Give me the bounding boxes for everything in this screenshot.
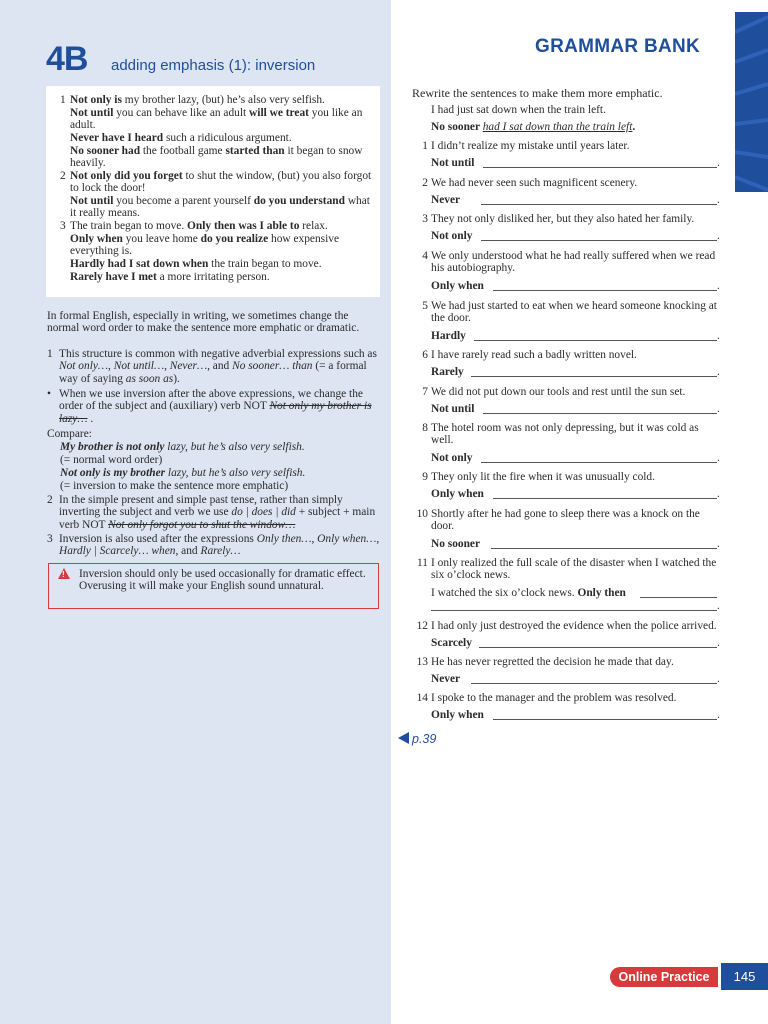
- example-text: Not only did you forget to shut the window, (but) you also forgot to lock the door!: [70, 170, 372, 195]
- answer-input[interactable]: [479, 647, 717, 648]
- example-sentence: I had just sat down when the train left.: [431, 104, 606, 116]
- example-text: Never have I heard such a ridiculous argument.: [70, 132, 292, 144]
- example-answer: had I sat down than the train left: [482, 121, 633, 133]
- answer-input[interactable]: [481, 462, 717, 463]
- page-number: 145: [721, 963, 768, 990]
- back-arrow-icon: [398, 732, 409, 744]
- compare-1-note: (= normal word order): [60, 454, 163, 466]
- note-number: 1: [47, 348, 53, 360]
- answer-input[interactable]: [471, 376, 717, 377]
- note-number: 3: [47, 533, 53, 545]
- warning-icon: [58, 568, 70, 579]
- answer-input[interactable]: [474, 340, 717, 341]
- example-answer-line: No sooner had I sat down than the train left.: [431, 121, 636, 133]
- unit-title: adding emphasis (1): inversion: [111, 57, 316, 74]
- answer-input[interactable]: [493, 498, 717, 499]
- warning-text: Inversion should only be used occasionally for dramatic effect. Overusing it will make your English sound unnatural.: [79, 568, 366, 593]
- answer-input[interactable]: [481, 204, 717, 205]
- example-text: Not until you can behave like an adult will we treat you like an adult.: [70, 107, 363, 132]
- note-bullet: When we use inversion after the above expressions, we change the order of the subject and (auxiliary) verb NOT Not only my brother is lazy… .: [59, 388, 372, 425]
- bullet-icon: •: [47, 388, 51, 400]
- warning-box: [48, 563, 379, 609]
- example-text: Hardly had I sat down when the train began to move.: [70, 258, 322, 270]
- example-text: No sooner had the football game started than it began to snow heavily.: [70, 145, 363, 170]
- note-number: 2: [47, 494, 53, 506]
- note-2: In the simple present and simple past tense, rather than simply inverting the subject and verb we use do | does | did + subject + main verb NOT Not only forgot you to shut the window…: [59, 494, 376, 531]
- compare-1: My brother is not only lazy, but he’s also very selfish.: [60, 441, 305, 453]
- page-reference-link[interactable]: p.39: [398, 732, 436, 746]
- example-number: 3: [60, 220, 66, 232]
- example-text: Not until you become a parent yourself do you understand what it really means.: [70, 195, 370, 220]
- answer-input[interactable]: [483, 167, 717, 168]
- note-1: This structure is common with negative adverbial expressions such as Not only…, Not until…, Never…, and No sooner… than (= a formal way of saying as soon as).: [59, 348, 377, 385]
- answer-input[interactable]: [493, 290, 717, 291]
- example-number: 1: [60, 94, 66, 106]
- online-practice-badge[interactable]: Online Practice: [610, 967, 718, 987]
- example-text: Rarely have I met a more irritating person.: [70, 271, 270, 283]
- answer-input[interactable]: [481, 240, 717, 241]
- answer-input[interactable]: [640, 597, 717, 598]
- example-text: Only when you leave home do you realize how expensive everything is.: [70, 233, 340, 258]
- examples-box: [46, 86, 380, 297]
- compare-2-note: (= inversion to make the sentence more emphatic): [60, 480, 289, 492]
- answer-input[interactable]: [493, 719, 717, 720]
- example-text: Not only is my brother lazy, (but) he’s also very selfish.: [70, 94, 325, 106]
- answer-input[interactable]: [491, 548, 717, 549]
- notes-intro: In formal English, especially in writing, we sometimes change the normal word order to make the sentence more emphatic or dramatic.: [47, 310, 360, 335]
- corner-decoration: [735, 12, 768, 192]
- example-text: The train began to move. Only then was I able to relax.: [70, 220, 328, 232]
- grammar-bank-title: GRAMMAR BANK: [535, 36, 701, 57]
- answer-input[interactable]: [471, 683, 717, 684]
- answer-input-continued[interactable]: [431, 610, 717, 611]
- compare-label: Compare:: [47, 428, 92, 440]
- note-3: Inversion is also used after the expressions Only then…, Only when…, Hardly | Scarcely… when, and Rarely…: [59, 533, 380, 558]
- compare-2: Not only is my brother lazy, but he’s also very selfish.: [60, 467, 306, 479]
- exercise-instruction: Rewrite the sentences to make them more emphatic.: [412, 86, 663, 100]
- example-number: 2: [60, 170, 66, 182]
- answer-input[interactable]: [483, 413, 717, 414]
- unit-number: 4B: [46, 40, 88, 78]
